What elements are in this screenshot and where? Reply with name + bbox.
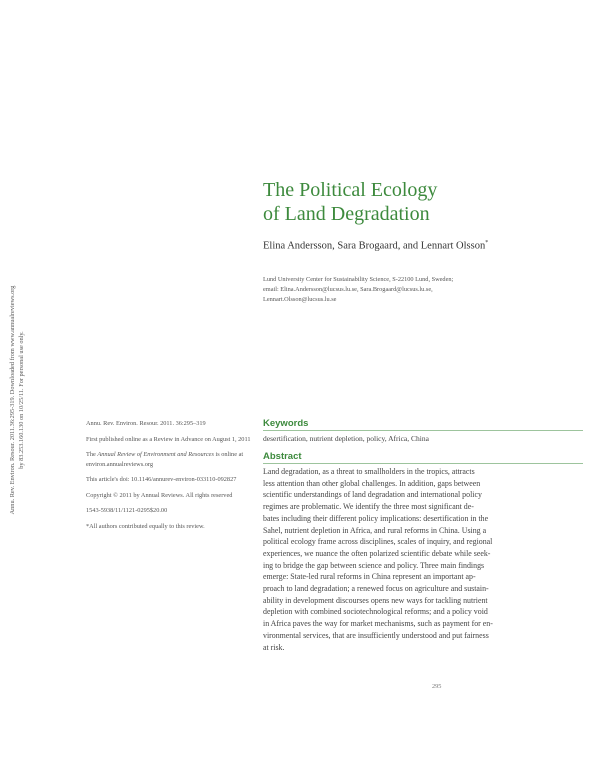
- download-notice-line: Annu. Rev. Environ. Resour. 2011.36:295-319. Downloaded from www.annualreviews.org: [9, 285, 16, 515]
- abstract-line: proach to land degradation; a renewed focus on agriculture and sustain-: [263, 584, 489, 594]
- abstract-rule: [263, 463, 583, 464]
- publication-info: [86, 419, 256, 537]
- abstract-line: ability in development discourses opens new ways for tackling nutrient: [263, 595, 488, 605]
- abstract-line: vironmental services, that are insufficiently understood and put fairness: [263, 630, 489, 640]
- abstract-line: ing to bridge the gap between science and policy. Three main findings: [263, 560, 485, 570]
- abstract-line: at risk.: [263, 642, 285, 652]
- author-list: [263, 240, 583, 252]
- affiliation-line: Lund University Center for Sustainability Science, S-22100 Lund, Sweden;: [263, 276, 454, 283]
- affiliation-line: Lennart.Olsson@lucsus.lu.se: [263, 296, 337, 303]
- download-notice-line: by 83.253.160.130 on 10/25/11. For personal use only.: [18, 331, 26, 469]
- keywords-heading: Keywords: [263, 418, 309, 429]
- journal-prefix: The: [86, 451, 98, 458]
- abstract-line: less attention than other global challenges. In addition, gaps between: [263, 478, 481, 488]
- doi: This article's doi: 10.1146/annurev-environ-033110-092827: [86, 476, 237, 483]
- abstract-line: regimes are problematic. We identify the three most significant de-: [263, 502, 474, 512]
- abstract-line: Sahel, nutrient depletion in Africa, and rural reforms in China. Using a: [263, 525, 487, 535]
- journal-name: Annual Review of Environment and Resources: [97, 451, 214, 458]
- download-notice: [8, 250, 48, 550]
- journal-suffix: is online at environ.annualreviews.org: [86, 451, 244, 468]
- abstract-line: bates including their different policy implications: desertification in the: [263, 513, 489, 523]
- abstract-line: depletion with combined sociotechnological reforms; and a policy void: [263, 607, 488, 617]
- abstract-heading: Abstract: [263, 451, 302, 462]
- first-published: First published online as a Review in Advance on August 1, 2011: [86, 435, 251, 443]
- abstract-text: [263, 466, 583, 653]
- keywords-list: desertification, nutrient depletion, policy, Africa, China: [263, 434, 429, 443]
- copyright: Copyright © 2011 by Annual Reviews. All rights reserved: [86, 491, 233, 499]
- affiliation-line: email: Elina.Andersson@lucsus.lu.se, Sara.Brogaard@lucsus.lu.se,: [263, 286, 433, 293]
- author-footnote-marker: *: [485, 240, 489, 246]
- author-names: Elina Andersson, Sara Brogaard, and Lennart Olsson: [263, 240, 486, 252]
- citation: Annu. Rev. Environ. Resour. 2011. 36:295–319: [86, 420, 206, 427]
- abstract-line: scientific understandings of land degradation and international policy: [263, 490, 482, 500]
- abstract-line: experiences, we nuance the often polarized scientific debate while seek-: [263, 548, 491, 558]
- abstract-line: emerge: State-led rural reforms in China represent an important ap-: [263, 572, 476, 582]
- affiliation: [263, 275, 503, 305]
- abstract-line: Land degradation, as a threat to smallholders in the tropics, attracts: [263, 467, 475, 476]
- abstract-line: political ecology frame across disciplines, scales of inquiry, and regional: [263, 537, 493, 547]
- issn: 1543-5938/11/1121-0295$20.00: [86, 507, 168, 514]
- abstract-line: in Africa paves the way for market mechanisms, such as payment for en-: [263, 619, 493, 629]
- page-number: 295: [432, 683, 442, 690]
- article-title: [263, 178, 583, 226]
- title-line: of Land Degradation: [263, 203, 430, 225]
- title-line: The Political Ecology: [263, 179, 438, 201]
- contribution-footnote: *All authors contributed equally to this review.: [86, 522, 205, 530]
- journal-online-note: [86, 450, 256, 469]
- keywords-rule: [263, 430, 583, 431]
